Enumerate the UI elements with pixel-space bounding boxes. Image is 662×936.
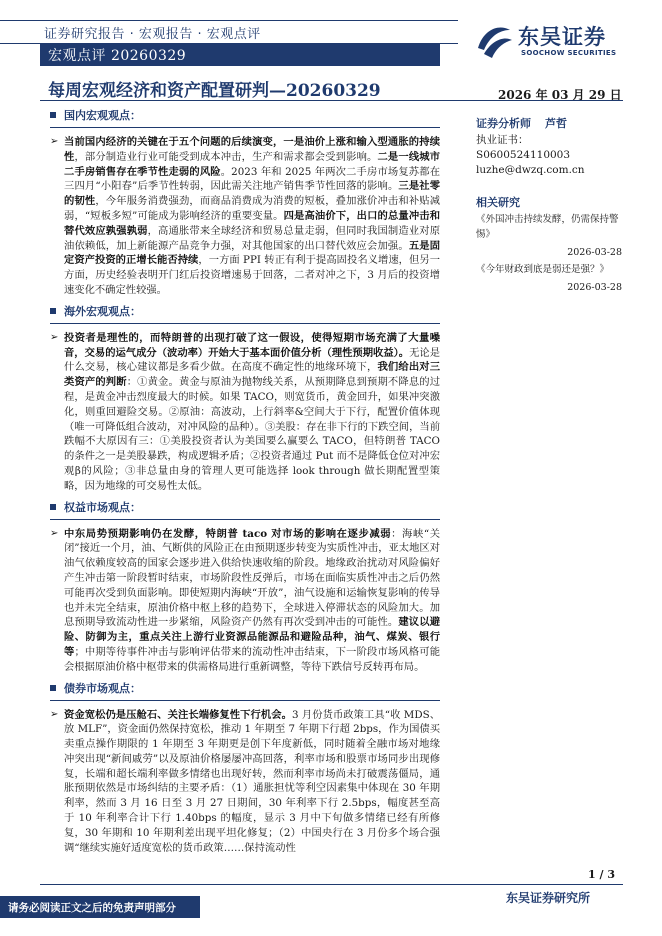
report-title: 每周宏观经济和资产配置研判—20260329 — [48, 81, 381, 101]
brand-name-en: SOOCHOW SECURITIES — [521, 49, 617, 57]
footer-institute: 东吴证券研究所 — [506, 891, 591, 905]
disclaimer-text: 请务必阅读正文之后的免责声明部分 — [8, 902, 176, 914]
section-paragraph: ➢ 投资者是理性的，而特朗普的出现打破了这一假设，使得短期市场充满了大量噪音，交易的运气成分（波动率）开始大于基本面价值分析（理性预期收益）。无论是什么交易，核心建议都是多看少做。在高度不确定性的地缘环境下，我们给出对三类资产的判断：①黄金。黄金与原油为抛物线关系，从预期降息到预期不降息的过程，是黄金冲击烈度最大的时候。如果 TACO，则宽货币，黄金回升，如果冲突激化，则重回避险交易。②原油：高波动，上行斜率&空间大于下行，配置价值体现（唯一可降低组合波动，对冲风险的品种）。③美股：存在非下行的下跌空间，当前跌幅不大原因有三：①美股投资者认为美国要么赢要么 TACO，但特朗普 TACO 的条件之一是美股暴跌，构成逻辑矛盾；②投资者通过 Put 而不是降低仓位对冲宏观β的风险；③非总量由身的管理人更可能选择 look through 做长期配置型策略，因为地缘的可交易性太低。 — [50, 331, 441, 492]
brand-name-cn: 东吴证券 — [518, 25, 606, 49]
related-research-title[interactable]: 《外国冲击持续发酵，仍需保持警惕》 — [476, 214, 619, 240]
brand-logo-icon — [474, 20, 514, 60]
arrow-bullet-icon: ➢ — [50, 331, 59, 343]
analyst-name: 芦哲 — [545, 117, 567, 130]
section-heading: 债券市场观点： — [50, 681, 440, 695]
related-research-heading: 相关研究 — [476, 196, 520, 209]
section-equity — [50, 500, 440, 675]
sidebar — [476, 116, 622, 295]
report-date: 2026 年 03 月 29 日 — [498, 88, 622, 102]
report-type-bar — [40, 44, 440, 66]
disclaimer-banner — [0, 896, 200, 918]
section-overseas — [50, 304, 440, 494]
footer-divider — [40, 884, 623, 885]
report-type-label: 宏观点评 20260329 — [48, 48, 187, 64]
related-research-date: 2026-03-28 — [567, 247, 622, 258]
header-breadcrumb-band — [0, 20, 458, 44]
arrow-bullet-icon: ➢ — [50, 527, 59, 539]
page-number: 1 / 3 — [588, 868, 615, 881]
analyst-license: 执业证书：S0600524110003 — [476, 134, 571, 161]
section-bond — [50, 681, 440, 856]
related-research-title[interactable]: 《今年财政到底是弱还是强？》 — [476, 264, 610, 275]
main-column — [50, 108, 440, 855]
arrow-bullet-icon: ➢ — [50, 136, 59, 147]
square-bullet-icon — [50, 685, 56, 691]
square-bullet-icon — [50, 112, 56, 118]
section-paragraph: ➢ 中东局势预期影响仍在发酵，特朗普 taco 对市场的影响在逐步减弱：海峡“关闭”接近一个月，油、气断供的风险正在由预期逐步转变为实质性冲击，亚太地区对油气依赖度较高的国家会逐步进入供给快速收缩的阶段。地缘政治扰动对风险偏好产生冲击第一阶段暂时结束，市场阶段性反弹后，市场在面临实质性冲击之后仍然可能再次受到负面影响。即使短期内海峡“开放”，油气设施和运输恢复影响的传导也并未完全结束，原油价格中枢上移的趋势下，全球进入停滞状态的风险加大。加息预期导致流动性进一步紧缩，风险资产仍然有再次受到冲击的可能性。建议以避险、防御为主，重点关注上游行业资源品能源品和避险品种，油气、煤炭、银行等；中期等待事件冲击与影响评估带来的流动性冲击结束，下一阶段市场风格可能会根据原油价格中枢带来的供需格局进行重新调整，等待下跌信号反转再布局。 — [50, 527, 441, 673]
square-bullet-icon — [50, 504, 56, 510]
section-heading: 权益市场观点： — [50, 500, 440, 514]
title-divider — [40, 100, 623, 101]
section-paragraph: ➢ 资金宽松仍是压舱石、关注长端修复性下行机会。3 月份货币政策工具“收 MDS、放 MLF”，资金面仍然保持宽松，推动 1 年期至 7 年期下行超 2bps，作为国债买卖重点操作期限的 1 年期至 3 年期更是创下年度新低，同时随着全融市场对地缘冲突出现“新间戚劳”以及原油价格屡屡冲高回落，利率市场和股票市场同步出现修复，长端和超长端利率做多情绪也出现好转，然而利率市场尚未打破震荡僵局，通胀预期依然是市场纠结的主要矛盾：（1）通胀担忧等利空因素集中体现在 30 年期利率，然而 3 月 16 日至 3 月 27 日期间，30 年利率下行 2.5bps，幅度甚至高于 10 年利率合计下行 1.40bps 的幅度，显示 3 月中下旬做多情绪已经有所修复，30 年期和 10 年期利差出现平坦化修复；（2）中国央行在 3 月份多个场合强调“继续实施好适度宽松的货币政策……保持流动性 — [50, 708, 440, 854]
analyst-line: 证券分析师 芦哲 — [476, 117, 567, 130]
arrow-bullet-icon: ➢ — [50, 708, 59, 720]
breadcrumb: 证券研究报告 · 宏观报告 · 宏观点评 — [44, 27, 261, 42]
section-heading: 国内宏观观点： — [50, 108, 440, 122]
related-research-date: 2026-03-28 — [567, 282, 622, 293]
analyst-email[interactable]: luzhe@dwzq.com.cn — [476, 164, 585, 176]
section-heading: 海外宏观观点： — [50, 304, 440, 318]
section-domestic — [50, 108, 440, 298]
square-bullet-icon — [50, 308, 56, 314]
section-paragraph: ➢ 当前国内经济的关键在于五个问题的后续演变，一是油价上涨和输入型通胀的持续性，部分制造业行业可能受到成本冲击，生产和需求都会受到影响。二是一线城市二手房销售存在季节性走弱的风险。2023 年和 2025 年两次二手房市场复苏都在三四月“小阳春”后季节性转弱，因此需关注地产销售季节性回落的影响。三是社零的韧性，今年服务消费强劲，而商品消费成为消费的短板，叠加涨价冲击和补贴减弱，“短板多短”可能成为影响经济的重要变量。四是高油价下，出口的总量冲击和替代效应孰强孰弱，高通胀带来全球经济和贸易总量走弱，但同时我国制造业对原油依赖低，加上新能源产品竞争力强，对其他国家的出口替代效应会加强。五是固定资产投资的正增长能否持续，一方面 PPI 转正有利于提高固投名义增速，但另一方面，历史经验表明开门红后投资增速易于回落，二者对冲之下，3 月后的投资增速变化不确定性较强。 — [50, 136, 441, 296]
